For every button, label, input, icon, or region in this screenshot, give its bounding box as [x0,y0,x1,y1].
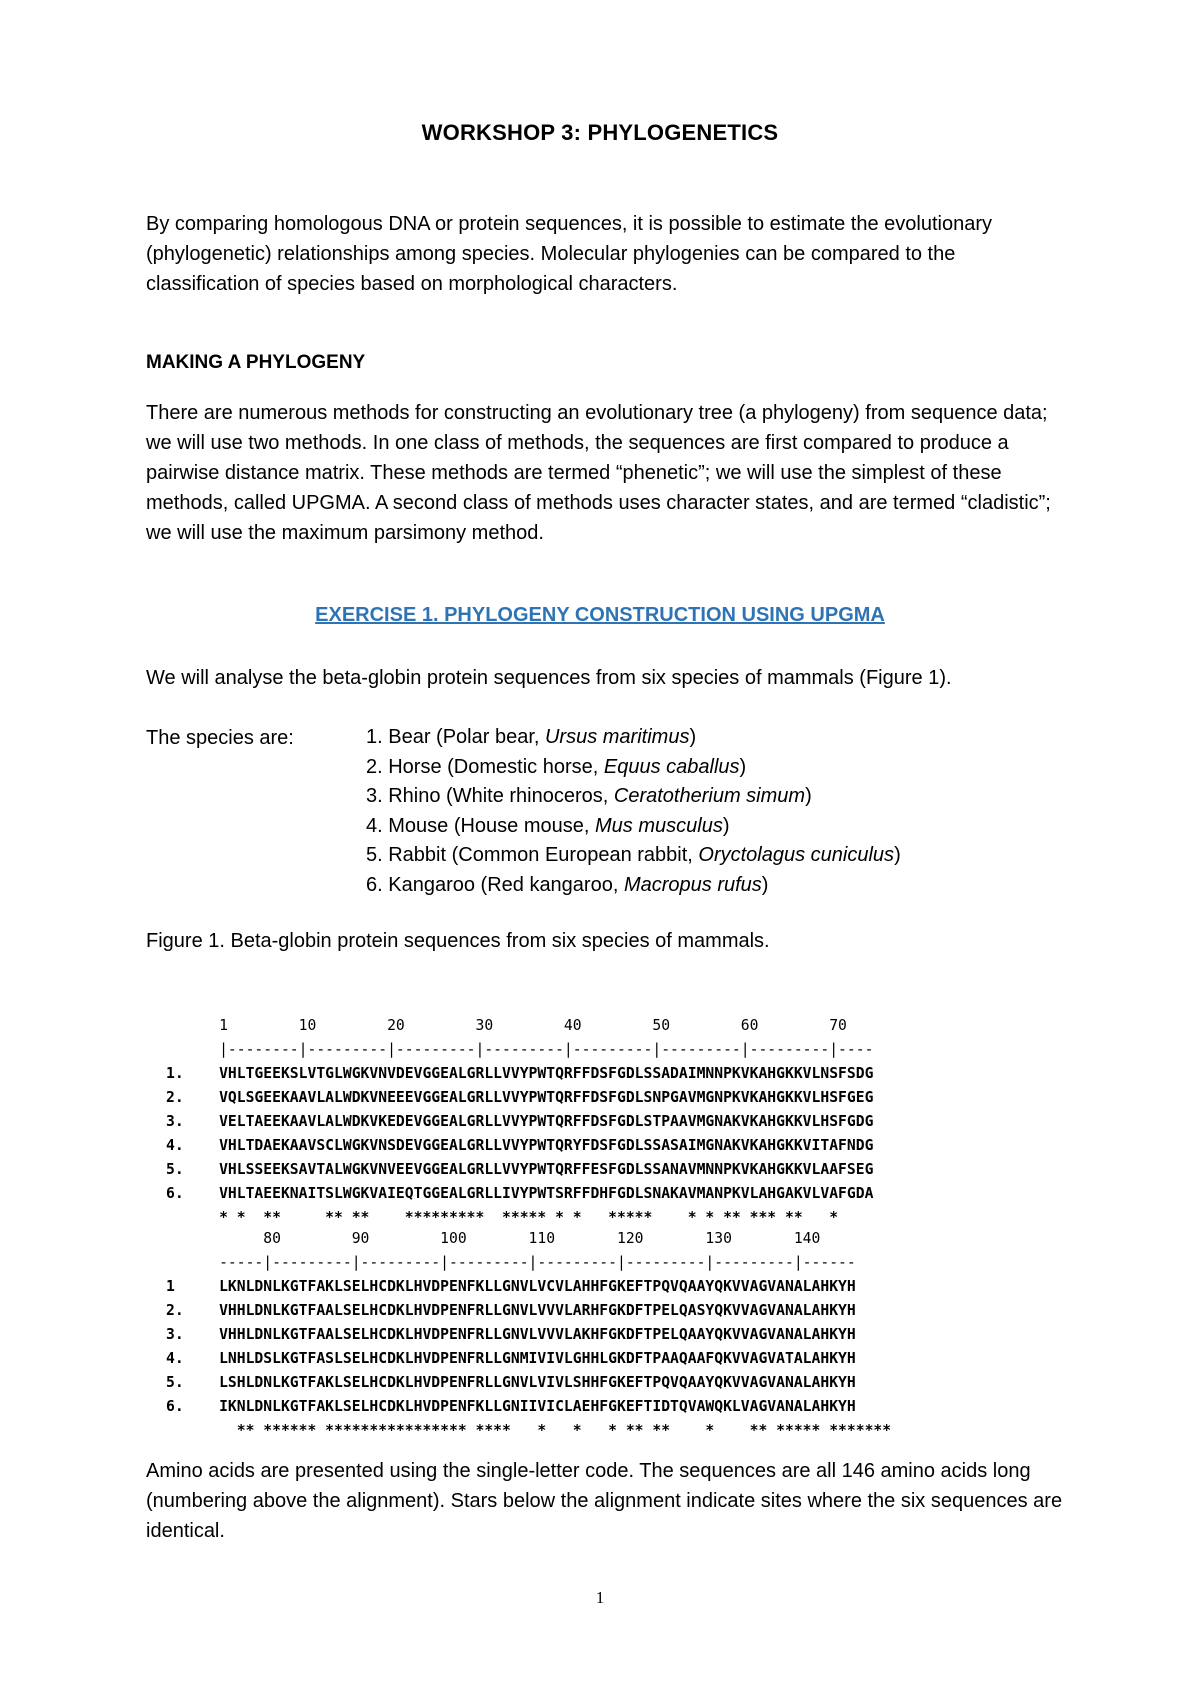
species-list [366,723,901,900]
page-number: 1 [595,1588,605,1607]
exercise-intro: We will analyse the beta-globin protein sequences from six species of mammals (Figure 1). [146,667,952,689]
conserved-sites-stars: * * ** ** ** ********* ***** * * ***** * * ** *** ** * [219,1209,839,1226]
sequence-row: 4. LNHLDSLKGTFASLSELHCDKLHVDPENFRLLGNMIVIVLGHHLGKDFTPAAQAAFQKVVAGVATALAHKYH [166,1350,856,1367]
figure-caption: Figure 1. Beta-globin protein sequences from six species of mammals. [146,930,770,952]
conserved-sites-stars: ** ****** **************** **** * * * ** ** * ** ***** ******* [236,1422,892,1439]
species-item: 1. Bear (Polar bear, Ursus maritimus) [366,726,697,748]
species-item: 2. Horse (Domestic horse, Equus caballus) [366,755,747,778]
sequence-row: 6. IKNLDNLKGTFAKLSELHCDKLHVDPENFKLLGNIIVICLAEHFGKEFTIDTQVAWQKLVAGVANALAHKYH [166,1398,856,1415]
alignment-explanation: Amino acids are presented using the single-letter code. The sequences are all 146 amino acids long (numbering above the alignment). Stars below the alignment indicate sites where the six sequences are identical. [146,1460,1063,1542]
sequence-row: 3. VELTAEEKAAVLALWDKVKEDEVGGEALGRLLVVYPWTQRFFDSFGDLSTPAAVMGNAKVKAHGKKVLHSFGDG [166,1113,874,1130]
exercise-heading: EXERCISE 1. PHYLOGENY CONSTRUCTION USING UPGMA [315,604,885,626]
methods-paragraph: There are numerous methods for constructing an evolutionary tree (a phylogeny) from sequence data; we will use two methods. In one class of methods, the sequences are first compared to produce a pairwise distance matrix. These methods are termed “phenetic”; we will use the simplest of these methods, called UPGMA. A second class of methods uses character states, and are termed “cladistic”; we will use the maximum parsimony method. [146,402,1051,544]
sequence-row: 5. VHLSSEEKSAVTALWGKVNVEEVGGEALGRLLVVYPWTQRFFESFGDLSSANAVMNNPKVKAHGKKVLAAFSEG [166,1161,874,1178]
species-item: 4. Mouse (House mouse, Mus musculus) [366,814,730,837]
sequence-row: 2. VQLSGEEKAAVLALWDKVNEEEVGGEALGRLLVVYPWTQRFFDSFGDLSNPGAVMGNPKVKAHGKKVLHSFGEG [166,1089,874,1106]
position-numbers: 80 90 100 110 120 130 140 [263,1230,821,1247]
species-item: 3. Rhino (White rhinoceros, Ceratotherium simum) [366,785,812,807]
sequence-row: 2. VHHLDNLKGTFAALSELHCDKLHVDPENFRLLGNVLVVVLARHFGKDFTPELQASYQKVVAGVANALAHKYH [166,1302,856,1319]
species-item: 5. Rabbit (Common European rabbit, Oryctolagus cuniculus) [366,844,901,866]
sequence-row: 1 LKNLDNLKGTFAKLSELHCDKLHVDPENFKLLGNVLVCVLAHHFGKEFTPQVQAAYQKVVAGVANALAHKYH [166,1278,856,1295]
section-heading-making-phylogeny: MAKING A PHYLOGENY [146,352,366,373]
species-label: The species are: [146,727,294,749]
sequence-row: 1. VHLTGEEKSLVTGLWGKVNVDEVGGEALGRLLVVYPWTQRFFDSFGDLSSADAIMNNPKVKAHGKKVLNSFSDG [166,1065,874,1082]
position-ruler: |--------|---------|---------|---------|---------|---------|---------|---- [219,1041,874,1058]
intro-paragraph: By comparing homologous DNA or protein sequences, it is possible to estimate the evolutionary (phylogenetic) relationships among species. Molecular phylogenies can be compared to the classification of species based on morphological characters. [146,213,993,295]
alignment-block-2 [166,1203,891,1467]
sequence-row: 4. VHLTDAEKAAVSCLWGKVNSDEVGGEALGRLLVVYPWTQRYFDSFGDLSSASAIMGNAKVKAHGKKVITAFNDG [166,1137,874,1154]
sequence-row: 6. VHLTAEEKNAITSLWGKVAIEQTGGEALGRLLIVYPWTSRFFDHFGDLSNAKAVMANPKVLAHGAKVLVAFGDA [166,1185,874,1202]
page-title: WORKSHOP 3: PHYLOGENETICS [421,120,779,145]
species-item: 6. Kangaroo (Red kangaroo, Macropus rufus) [366,873,769,896]
position-numbers: 1 10 20 30 40 50 60 70 [219,1017,847,1034]
sequence-row: 5. LSHLDNLKGTFAKLSELHCDKLHVDPENFRLLGNVLVIVLSHHFGKEFTPQVQAAYQKVVAGVANALAHKYH [166,1374,856,1391]
sequence-row: 3. VHHLDNLKGTFAALSELHCDKLHVDPENFRLLGNVLVVVLAKHFGKDFTPELQAAYQKVVAGVANALAHKYH [166,1326,856,1343]
position-ruler: -----|---------|---------|---------|---------|---------|---------|------ [219,1254,856,1271]
